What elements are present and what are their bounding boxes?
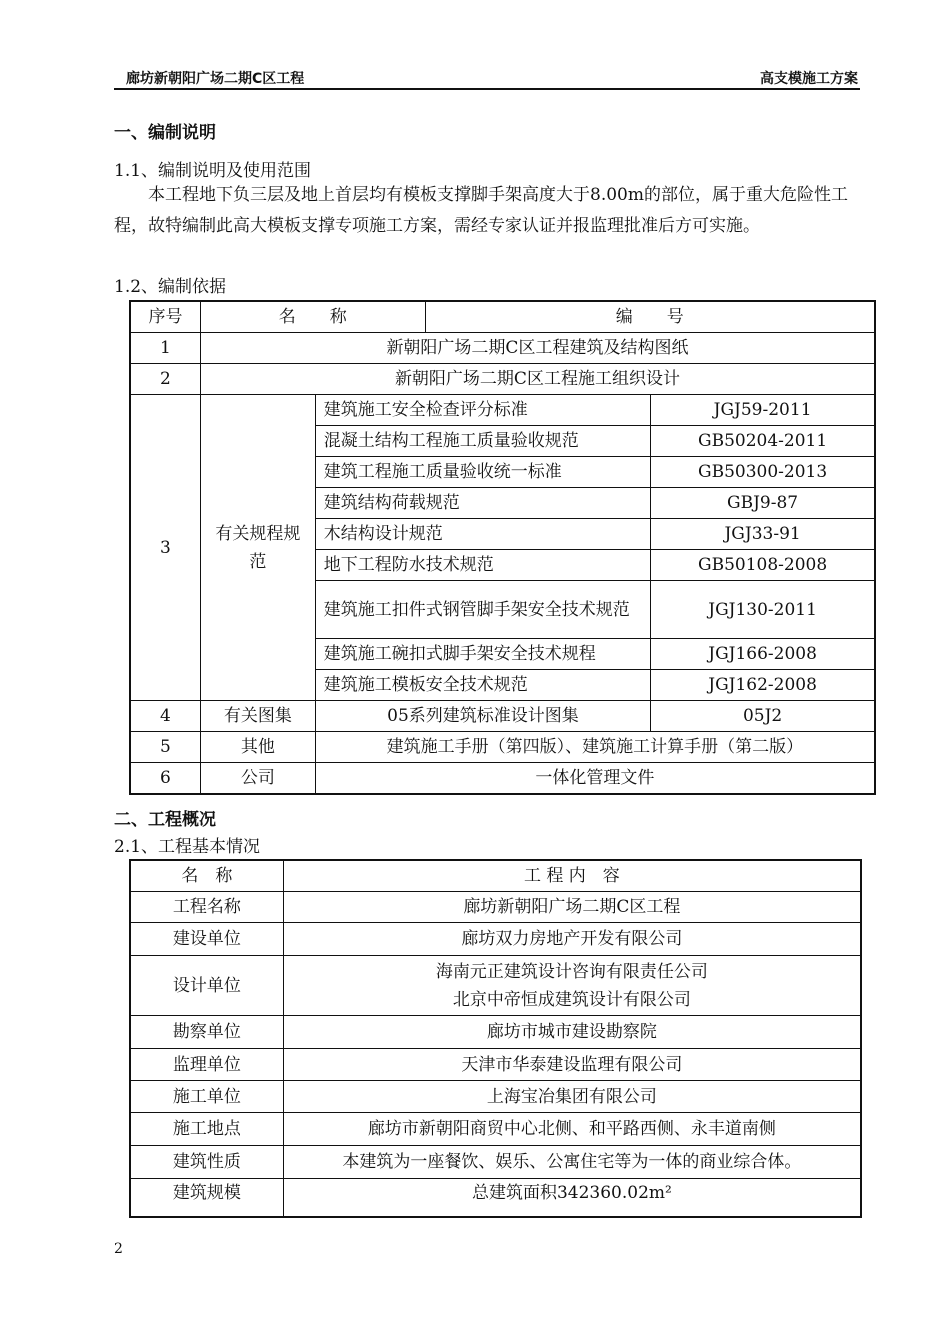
header-no: 序号	[131, 302, 201, 333]
row-value: 天津市华泰建设监理有限公司	[283, 1049, 860, 1081]
row-code: 05J2	[651, 701, 875, 732]
row-text: 新朝阳广场二期C区工程施工组织设计	[200, 364, 874, 395]
section-1-title: 一、编制说明	[114, 123, 216, 143]
standard-name: 混凝土结构工程施工质量验收规范	[315, 426, 650, 457]
table-row	[131, 395, 875, 426]
section-1-1-title: 1.1、编制说明及使用范围	[114, 161, 312, 181]
row-category: 有关图集	[200, 701, 315, 732]
row-label: 施工单位	[131, 1081, 284, 1113]
standard-code: JGJ166-2008	[651, 639, 875, 670]
row-no: 5	[131, 732, 201, 763]
row-label: 建设单位	[131, 923, 284, 956]
header-doc-title: 高支模施工方案	[760, 71, 858, 87]
table-row	[131, 923, 861, 956]
designer-1: 海南元正建筑设计咨询有限责任公司	[435, 961, 708, 982]
row-no: 1	[131, 333, 201, 364]
section-2-1-title: 2.1、工程基本情况	[114, 837, 261, 857]
row-value: 廊坊市新朝阳商贸中心北侧、和平路西侧、永丰道南侧	[283, 1113, 860, 1146]
row-label: 勘察单位	[131, 1016, 284, 1049]
table-header-row	[131, 861, 861, 892]
table-row	[131, 1113, 861, 1146]
table-row	[131, 956, 861, 1016]
table-row	[131, 1016, 861, 1049]
row-text: 一体化管理文件	[315, 763, 874, 794]
table-row	[131, 732, 875, 763]
designer-2: 北京中帝恒成建筑设计有限公司	[452, 989, 691, 1010]
row-value: 上海宝冶集团有限公司	[283, 1081, 860, 1113]
row-text: 建筑施工手册（第四版）、建筑施工计算手册（第二版）	[315, 732, 874, 763]
page-header	[114, 62, 860, 90]
standard-name: 建筑施工碗扣式脚手架安全技术规程	[315, 639, 650, 670]
standard-code: JGJ162-2008	[651, 670, 875, 701]
standard-name: 地下工程防水技术规范	[315, 550, 650, 581]
row-value: 总建筑面积342360.02m²	[283, 1179, 860, 1217]
standard-name: 建筑施工模板安全技术规范	[315, 670, 650, 701]
row-no: 3	[131, 395, 201, 701]
standard-code: GBJ9-87	[651, 488, 875, 519]
standard-code: GB50204-2011	[651, 426, 875, 457]
page-number: 2	[114, 1241, 123, 1257]
table-row	[131, 1081, 861, 1113]
table-row	[131, 763, 875, 794]
section-1-2-title: 1.2、编制依据	[114, 277, 227, 297]
row-category: 其他	[200, 732, 315, 763]
table-row	[131, 364, 875, 395]
standard-code: JGJ33-91	[651, 519, 875, 550]
standard-code: JGJ59-2011	[651, 395, 875, 426]
row-no: 6	[131, 763, 201, 794]
row-text: 05系列建筑标准设计图集	[315, 701, 650, 732]
row-no: 2	[131, 364, 201, 395]
standard-code: GB50300-2013	[651, 457, 875, 488]
row-label: 施工地点	[131, 1113, 284, 1146]
row-label: 设计单位	[131, 956, 284, 1016]
table-row	[131, 701, 875, 732]
header-content: 工 程 内 容	[283, 861, 860, 892]
row-label: 建筑规模	[131, 1179, 284, 1217]
basis-table	[130, 301, 875, 794]
standard-code: GB50108-2008	[651, 550, 875, 581]
standard-name: 建筑施工安全检查评分标准	[315, 395, 650, 426]
row-label: 监理单位	[131, 1049, 284, 1081]
row-no: 4	[131, 701, 201, 732]
row-label: 建筑性质	[131, 1146, 284, 1179]
header-name: 名 称	[200, 302, 425, 333]
table-row	[131, 892, 861, 923]
row-value	[283, 956, 860, 1016]
header-code: 编 号	[425, 302, 874, 333]
table-row	[131, 333, 875, 364]
header-name: 名 称	[131, 861, 284, 892]
table-row	[131, 1179, 861, 1217]
row-value: 本建筑为一座餐饮、娱乐、公寓住宅等为一体的商业综合体。	[283, 1146, 860, 1179]
row-category: 有关规程规范	[200, 395, 315, 701]
section-2-title: 二、工程概况	[114, 810, 216, 830]
table-header-row	[131, 302, 875, 333]
standard-name: 建筑结构荷载规范	[315, 488, 650, 519]
table-row	[131, 1049, 861, 1081]
section-1-1-text: 本工程地下负三层及地上首层均有模板支撑脚手架高度大于8.00m的部位，属于重大危险性工程，故特编制此高大模板支撑专项施工方案，需经专家认证并报监理批准后方可实施。	[114, 185, 848, 236]
header-project-name: 廊坊新朝阳广场二期C区工程	[126, 71, 305, 87]
standard-name: 木结构设计规范	[315, 519, 650, 550]
standard-code: JGJ130-2011	[651, 581, 875, 639]
row-value: 廊坊双力房地产开发有限公司	[283, 923, 860, 956]
row-label: 工程名称	[131, 892, 284, 923]
table-row	[131, 1146, 861, 1179]
row-text: 新朝阳广场二期C区工程建筑及结构图纸	[200, 333, 874, 364]
project-info-table	[130, 860, 861, 1217]
standard-name: 建筑工程施工质量验收统一标准	[315, 457, 650, 488]
row-value: 廊坊市城市建设勘察院	[283, 1016, 860, 1049]
row-value: 廊坊新朝阳广场二期C区工程	[283, 892, 860, 923]
standard-name: 建筑施工扣件式钢管脚手架安全技术规范	[315, 581, 650, 639]
row-category: 公司	[200, 763, 315, 794]
